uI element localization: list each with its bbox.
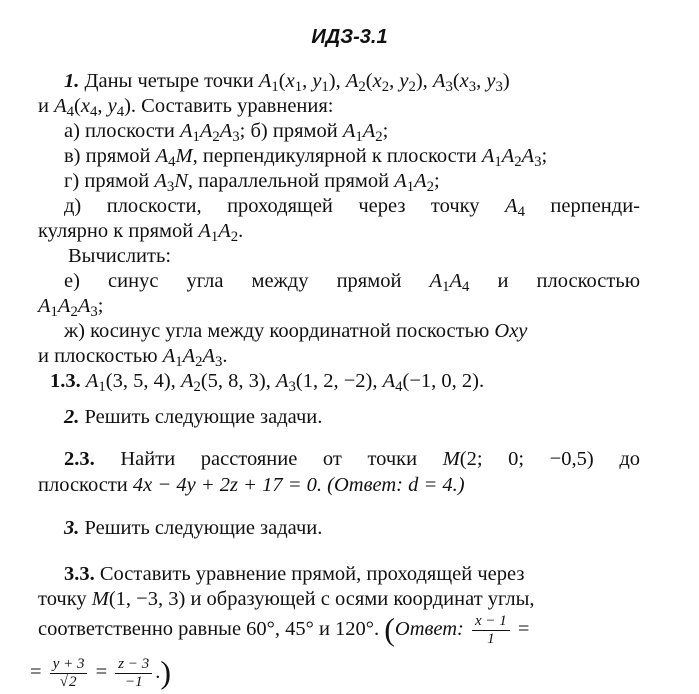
task1-compute: Вычислить: [68,245,172,267]
page-title: ИДЗ-3.1 [311,26,388,48]
task1-item-a: а) плоскости $A_1A_2A_3$; б) прямой $A_1A_2$; [64,120,389,146]
variant-2-3-line1: 2.3. Найти расстояние от точки M(2; 0; −0,5) до [64,448,641,470]
task1-item-d-cont: кулярно к прямой $A_1A_2$. [38,220,244,246]
task2-heading: 2. Решить следующие задачи. [64,406,323,428]
fraction-y: $\frac{y + 3}{√2}$ [50,656,88,691]
plane-equation: 4x − 4y + 2z + 17 = 0. [132,474,323,496]
task1-item-g: г) прямой $A_3N$, параллельной прямой $A_1A_2$; [64,170,440,196]
task1-item-d: д) плоскости, проходящей через точку $A_4$ перпенди- [64,195,640,221]
answer-2-3: (Ответ: d = 4.) [327,474,465,496]
variant-3-3-line4: = $\frac{y + 3}{√2}$ = $\frac{z - 3}{-1}$ .) [30,654,172,691]
fraction-z: $\frac{z - 3}{-1}$ [115,656,152,691]
variant-3-3-line1: 3.3. Составить уравнение прямой, проходящей через [64,563,525,585]
fraction-x: $\frac{x - 1}{1}$ [472,613,510,648]
task1-item-zh: ж) косинус угла между координатной поскостью Oxy [64,320,528,342]
task1-item-zh-cont: и плоскостью $A_1A_2A_3$. [38,345,228,371]
task1-item-e: е) синус угла между прямой $A_1A_4$ и плоскостью [64,270,641,296]
variant-2-3-line2: плоскости 4x − 4y + 2z + 17 = 0. (Ответ: d = 4.) [38,474,465,496]
task1-line2: и $A_4(x_4$, $y_4$). Составить уравнения: [38,95,334,121]
answer-label: Ответ: [394,618,464,641]
task1-item-e-cont: $A_1A_2A_3$; [38,295,104,321]
task3-heading: 3. Решить следующие задачи. [64,517,323,539]
task1-number: 1. [64,70,80,92]
variant-1-3: 1.3. $A_1(3$, 5, 4), $A_2(5$, 8, 3), $A_3(1$, 2, −2), $A_4(-1$, 0, 2). [50,370,485,396]
task1-intro: Даны четыре точки [84,70,254,92]
task1-line1: 1. Даны четыре точки $A_1(x_1$, $y_1$), $A_2(x_2$, $y_2$), $A_3(x_3$, $y_3$) [64,70,510,96]
task1-item-v: в) прямой $A_4M$, перпендикулярной к плоскости $A_1A_2A_3$; [64,145,548,171]
variant-3-3-line3: соответственно равные 60°, 45° и 120°. (Ответ: $\frac{x - 1}{1}$ = [38,611,530,648]
variant-3-3-line2: точку M(1, −3, 3) и образующей с осями координат углы, [38,588,535,610]
